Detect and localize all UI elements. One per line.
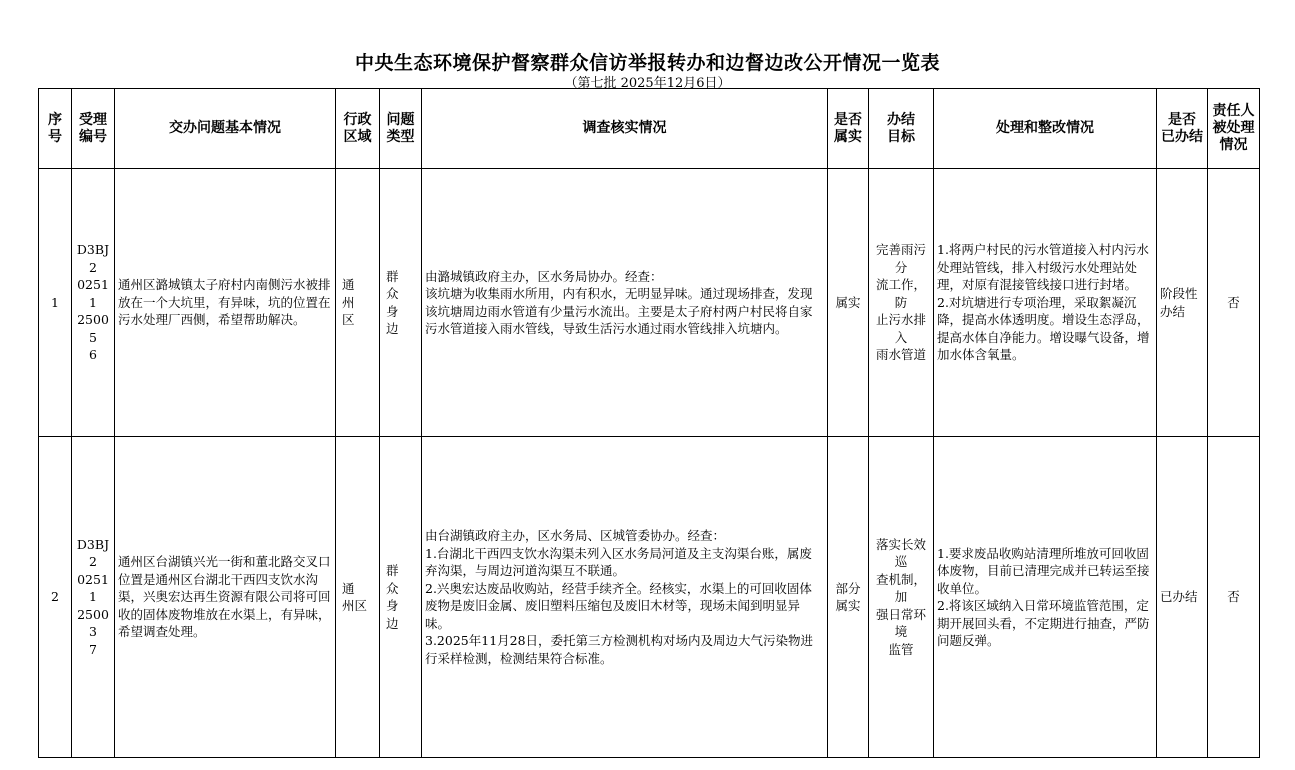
row-target: 落实长效 巡 查机制， 加 强日常环 境 监管 [869,437,934,758]
table-row [39,437,1260,758]
row-closed: 已办结 [1157,437,1208,758]
header-code: 受理 编号 [72,89,115,169]
header-accountability: 责任人 被处理 情况 [1208,89,1260,169]
row-problem: 通州区潞城镇太子府村内南侧污水被排放在一个大坑里，有异味，坑的位置在污水处理厂西侧，希望帮助解决。 [115,169,336,437]
row-target: 完善雨污 分 流工作， 防 止污水排 入 雨水管道 [869,169,934,437]
report-table [38,88,1260,758]
row-handling: 1.将两户村民的污水管道接入村内污水处理站管线，排入村级污水处理站处理，对原有混接管线接口进行封堵。 2.对坑塘进行专项治理，采取絮凝沉降，提高水体透明度。增设生态浮岛，提高水体自净能力。增设曝气设备，增加水体含氧量。 [934,169,1157,437]
header-closed: 是否 已办结 [1157,89,1208,169]
page-subtitle: （第七批 2025年12月6日） [564,76,731,91]
row-type: 群 众 身 边 [380,437,422,758]
header-handling: 处理和整改情况 [934,89,1157,169]
header-problem: 交办问题基本情况 [115,89,336,169]
page-title: 中央生态环境保护督察群众信访举报转办和边督边改公开情况一览表 [354,52,940,74]
row-investigation: 由潞城镇政府主办，区水务局协办。经查： 该坑塘为收集雨水所用，内有积水，无明显异味。通过现场排查，发现该坑塘周边雨水管道有少量污水流出。主要是太子府村两户村民将自家污水管道接入雨水管线，导致生活污水通过雨水管线排入坑塘内。 [422,169,828,437]
row-accountability: 否 [1208,169,1260,437]
row-handling: 1.要求废品收购站清理所堆放可回收固体废物，目前已清理完成并已转运至接收单位。 2.将该区域纳入日常环境监管范围，定期开展回头看，不定期进行抽查，严防问题反弹。 [934,437,1157,758]
header-target: 办结 目标 [869,89,934,169]
header-seq: 序 号 [39,89,72,169]
row-seq: 2 [39,437,72,758]
header-investigation: 调查核实情况 [422,89,828,169]
row-closed: 阶段性 办结 [1157,169,1208,437]
header-row [39,89,1260,169]
row-district: 通 州 区 [336,169,380,437]
header-verified: 是否 属实 [828,89,869,169]
row-verified: 属实 [828,169,869,437]
row-code: D3BJ2 02511 25005 6 [72,169,115,437]
row-type: 群 众 身 边 [380,169,422,437]
row-district: 通 州区 [336,437,380,758]
row-accountability: 否 [1208,437,1260,758]
row-problem: 通州区台湖镇兴光一街和董北路交叉口位置是通州区台湖北干西四支饮水沟渠，兴奥宏达再生资源有限公司将可回收的固体废物堆放在水渠上，有异味，希望调查处理。 [115,437,336,758]
header-district: 行政 区域 [336,89,380,169]
header-type: 问题 类型 [380,89,422,169]
row-code: D3BJ2 02511 25003 7 [72,437,115,758]
row-seq: 1 [39,169,72,437]
table-row [39,169,1260,437]
row-verified: 部分 属实 [828,437,869,758]
row-investigation: 由台湖镇政府主办，区水务局、区城管委协办。经查： 1.台湖北干西四支饮水沟渠未列入区水务局河道及主支沟渠台账，属废弃沟渠，与周边河道沟渠互不联通。 2.兴奥宏达废品收购站，经营手续齐全。经核实，水渠上的可回收固体废物是废旧金属、废旧塑料压缩包及废旧木材等，现场未闻到明显异味。 3.2025年11月28日，委托第三方检测机构对场内及周边大气污染物进行采样检测，检测结果符合标准。 [422,437,828,758]
